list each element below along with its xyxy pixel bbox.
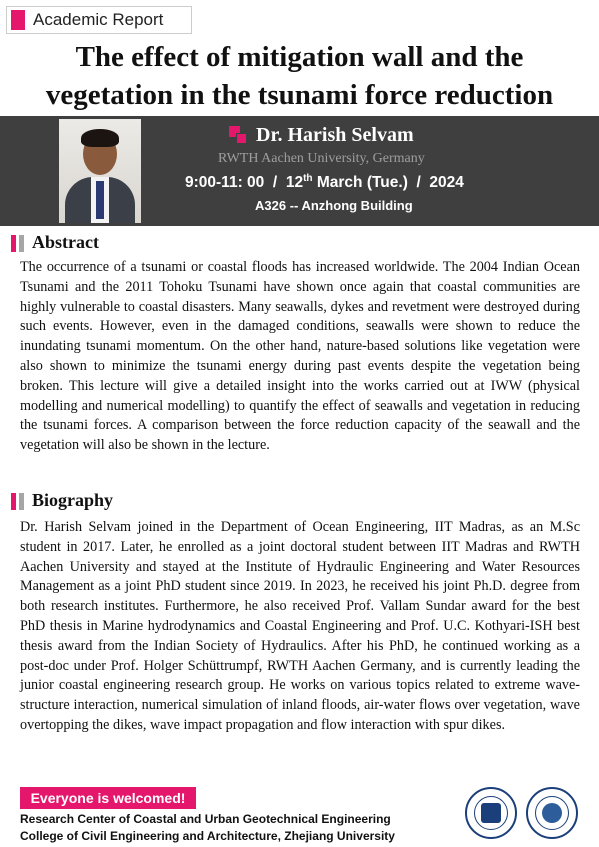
time-range: 9:00-11: 00 (185, 174, 265, 192)
biography-text: Dr. Harish Selvam joined in the Department of Ocean Engineering, IIT Madras, as an M.Sc student in 2017. Later, he enrolled as a joint doctoral student between IIT Madras and RWTH Aachen University and stayed at the Institute of Hydraulic Engineering and Water Resources Management as a joint PhD student since 2019. In 2023, he received his joint Ph.D. degree from both research institutes. Furthermore, he also received Prof. Vallam Sundar award for the best PhD thesis in Marine hydrodynamics and Coastal Engineering and Prof. U.C. Kothyari-ISH best thesis award from the Indian Society of Hydraulics. After his PhD, he continued working as a post-doc under Prof. Holger Schüttrumpf, RWTH Aachen Germany, and is currently leading the junior coastal engineering research group. He works on various topics related to extreme wave-structure interaction, numerical simulation of inland floods, air-water flows over vegetation, wave overtopping the dikes, wave impact propagation and flow interaction with spur dikes. (20, 519, 580, 733)
speaker-name: Dr. Harish Selvam (256, 124, 414, 146)
separator: / (272, 174, 278, 192)
section-marker-icon (19, 235, 24, 252)
date-suffix: th (303, 173, 313, 184)
university-seal-icon (465, 787, 517, 839)
title-line-2: vegetation in the tsunami force reduction (45, 79, 554, 111)
report-type-label: Academic Report (33, 10, 164, 29)
tag-marker-icon (11, 10, 25, 30)
section-marker-icon (11, 235, 16, 252)
research-center-logo-icon (526, 787, 578, 839)
organizer-line-1: Research Center of Coastal and Urban Geotechnical Engineering (20, 812, 391, 826)
section-marker-icon (11, 493, 16, 510)
report-title (0, 38, 599, 114)
welcome-banner: Everyone is welcomed! (20, 787, 196, 809)
speaker-marker-icon (229, 126, 247, 144)
lecture-venue: A326 -- Anzhong Building (255, 198, 413, 213)
report-type-tag (6, 6, 192, 34)
title-line-1: The effect of mitigation wall and the (75, 41, 524, 73)
separator: / (416, 174, 421, 192)
speaker-affiliation: RWTH Aachen University, Germany (218, 151, 425, 166)
speaker-photo (59, 119, 141, 223)
lecture-time (185, 173, 464, 192)
organizer-line-2: College of Civil Engineering and Architecture, Zhejiang University (20, 829, 395, 843)
section-marker-icon (19, 493, 24, 510)
date-rest: March (Tue.) (316, 174, 408, 192)
biography-heading-label: Biography (32, 490, 114, 510)
date-year: 2024 (429, 174, 464, 192)
abstract-text: The occurrence of a tsunami or coastal floods has increased worldwide. The 2004 Indian Ocean Tsunami and the 2011 Tohoku Tsunami have shown once again that coastal communities are highly vulnerable to coastal disasters. Many seawalls, dykes and revetment were destroyed during such events. However, even in the damaged conditions, seawalls were shown to reduce the inundating tsunami momentum. On the other hand, nature-based solutions like vegetation were also shown to minimize the tsunami energy during past events despite the vegetation being broken. This lecture will give a detailed insight into the works carried out at IWW (physical modelling and numerical modelling) to quantify the effect of seawalls and vegetation in reducing the tsunami forces. A comparison between the force reduction capacity of the seawall and the vegetation will also be shown in the lecture. (20, 259, 580, 454)
date-day: 12 (285, 174, 304, 192)
abstract-heading-label: Abstract (32, 232, 99, 252)
